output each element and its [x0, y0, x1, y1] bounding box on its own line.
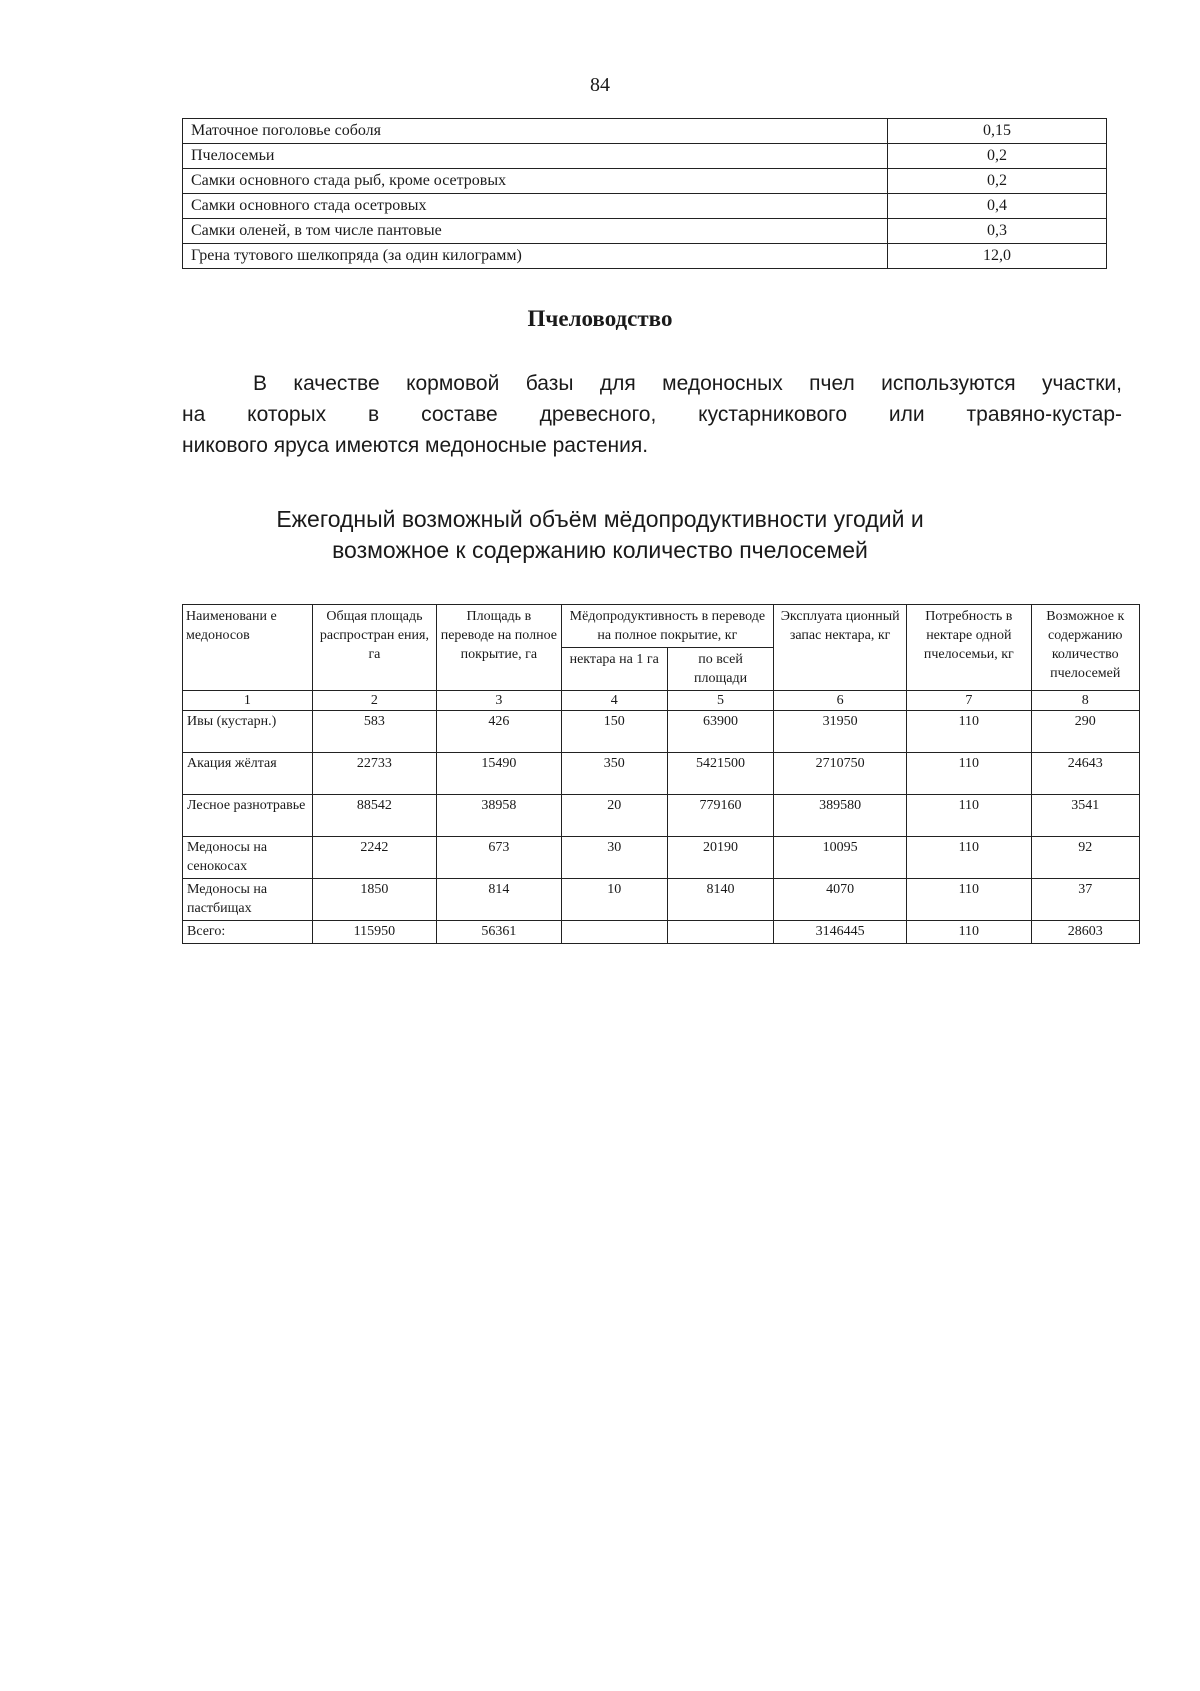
cell-name: Всего: [183, 921, 313, 944]
header-total-area: Общая площадь распростран ения, га [312, 605, 436, 691]
header-possible: Возможное к содержанию количество пчелосемей [1031, 605, 1139, 691]
table-row [183, 753, 1140, 795]
column-index: 8 [1031, 691, 1139, 711]
cell-possible: 28603 [1031, 921, 1139, 944]
norms-value: 0,2 [888, 169, 1107, 194]
cell-name: Лесное разнотравье [183, 795, 313, 837]
paragraph-line: В качестве кормовой базы для медоносных пчел используются участки, [253, 372, 1122, 395]
cell-name: Ивы (кустарн.) [183, 711, 313, 753]
norms-row [183, 144, 1107, 169]
norms-value: 0,3 [888, 219, 1107, 244]
header-converted-area: Площадь в переводе на полное покрытие, га [437, 605, 561, 691]
cell-reserve: 31950 [774, 711, 907, 753]
table-row [183, 837, 1140, 879]
cell-possible: 3541 [1031, 795, 1139, 837]
cell-possible: 24643 [1031, 753, 1139, 795]
cell-name: Медоносы на сенокосах [183, 837, 313, 879]
table-title [0, 504, 1200, 566]
cell-name: Медоносы на пастбищах [183, 879, 313, 921]
cell-need: 110 [907, 879, 1031, 921]
column-index: 2 [312, 691, 436, 711]
header-name: Наименовани е медоносов [183, 605, 313, 691]
norms-label: Пчелосемьи [183, 144, 888, 169]
cell-name: Акация жёлтая [183, 753, 313, 795]
table-row [183, 711, 1140, 753]
paragraph-line: на которых в составе древесного, кустарникового или травяно-кустар- [182, 403, 1122, 426]
cell-need: 110 [907, 795, 1031, 837]
cell-total-area: 22733 [312, 753, 436, 795]
cell-per-ha: 150 [561, 711, 667, 753]
cell-whole-area: 20190 [667, 837, 773, 879]
cell-total-area: 1850 [312, 879, 436, 921]
norms-row [183, 119, 1107, 144]
cell-whole-area: 8140 [667, 879, 773, 921]
cell-need: 110 [907, 753, 1031, 795]
cell-converted-area: 426 [437, 711, 561, 753]
cell-converted-area: 56361 [437, 921, 561, 944]
norms-row [183, 244, 1107, 269]
column-index: 1 [183, 691, 313, 711]
table-title-line: возможное к содержанию количество пчелосемей [332, 537, 868, 563]
norms-row [183, 169, 1107, 194]
cell-converted-area: 15490 [437, 753, 561, 795]
cell-possible: 92 [1031, 837, 1139, 879]
cell-possible: 290 [1031, 711, 1139, 753]
cell-converted-area: 814 [437, 879, 561, 921]
column-index: 3 [437, 691, 561, 711]
header-whole-area: по всей площади [667, 648, 773, 691]
cell-converted-area: 673 [437, 837, 561, 879]
column-index: 5 [667, 691, 773, 711]
header-reserve: Эксплуата ционный запас нектара, кг [774, 605, 907, 691]
column-index-row [183, 691, 1140, 711]
column-index: 4 [561, 691, 667, 711]
norms-value: 0,2 [888, 144, 1107, 169]
norms-value: 12,0 [888, 244, 1107, 269]
intro-paragraph [182, 368, 1122, 461]
norms-row [183, 194, 1107, 219]
header-per-ha: нектара на 1 га [561, 648, 667, 691]
page-number: 84 [590, 74, 610, 96]
norms-row [183, 219, 1107, 244]
column-index: 7 [907, 691, 1031, 711]
cell-per-ha: 20 [561, 795, 667, 837]
cell-reserve: 389580 [774, 795, 907, 837]
cell-converted-area: 38958 [437, 795, 561, 837]
paragraph-line: никового яруса имеются медоносные растения. [182, 434, 649, 457]
cell-need: 110 [907, 711, 1031, 753]
norms-label: Маточное поголовье соболя [183, 119, 888, 144]
table-title-line: Ежегодный возможный объём мёдопродуктивности угодий и [276, 506, 924, 532]
section-heading: Пчеловодство [527, 306, 673, 331]
cell-reserve: 10095 [774, 837, 907, 879]
cell-total-area: 115950 [312, 921, 436, 944]
column-index: 6 [774, 691, 907, 711]
cell-total-area: 2242 [312, 837, 436, 879]
header-productivity: Мёдопродуктивность в переводе на полное покрытие, кг [561, 605, 774, 648]
cell-total-area: 583 [312, 711, 436, 753]
cell-whole-area [667, 921, 773, 944]
norms-value: 0,4 [888, 194, 1107, 219]
norms-label: Самки основного стада осетровых [183, 194, 888, 219]
norms-label: Грена тутового шелкопряда (за один килограмм) [183, 244, 888, 269]
cell-whole-area: 779160 [667, 795, 773, 837]
norms-label: Самки оленей, в том числе пантовые [183, 219, 888, 244]
cell-total-area: 88542 [312, 795, 436, 837]
table-row [183, 879, 1140, 921]
honey-productivity-table [182, 604, 1140, 944]
norms-label: Самки основного стада рыб, кроме осетровых [183, 169, 888, 194]
cell-need: 110 [907, 921, 1031, 944]
cell-per-ha: 10 [561, 879, 667, 921]
table-row [183, 795, 1140, 837]
total-row [183, 921, 1140, 944]
cell-per-ha [561, 921, 667, 944]
cell-whole-area: 63900 [667, 711, 773, 753]
cell-whole-area: 5421500 [667, 753, 773, 795]
cell-possible: 37 [1031, 879, 1139, 921]
norms-table [182, 118, 1107, 269]
cell-need: 110 [907, 837, 1031, 879]
cell-per-ha: 350 [561, 753, 667, 795]
header-need: Потребность в нектаре одной пчелосемьи, кг [907, 605, 1031, 691]
cell-reserve: 3146445 [774, 921, 907, 944]
cell-reserve: 4070 [774, 879, 907, 921]
norms-value: 0,15 [888, 119, 1107, 144]
cell-reserve: 2710750 [774, 753, 907, 795]
cell-per-ha: 30 [561, 837, 667, 879]
